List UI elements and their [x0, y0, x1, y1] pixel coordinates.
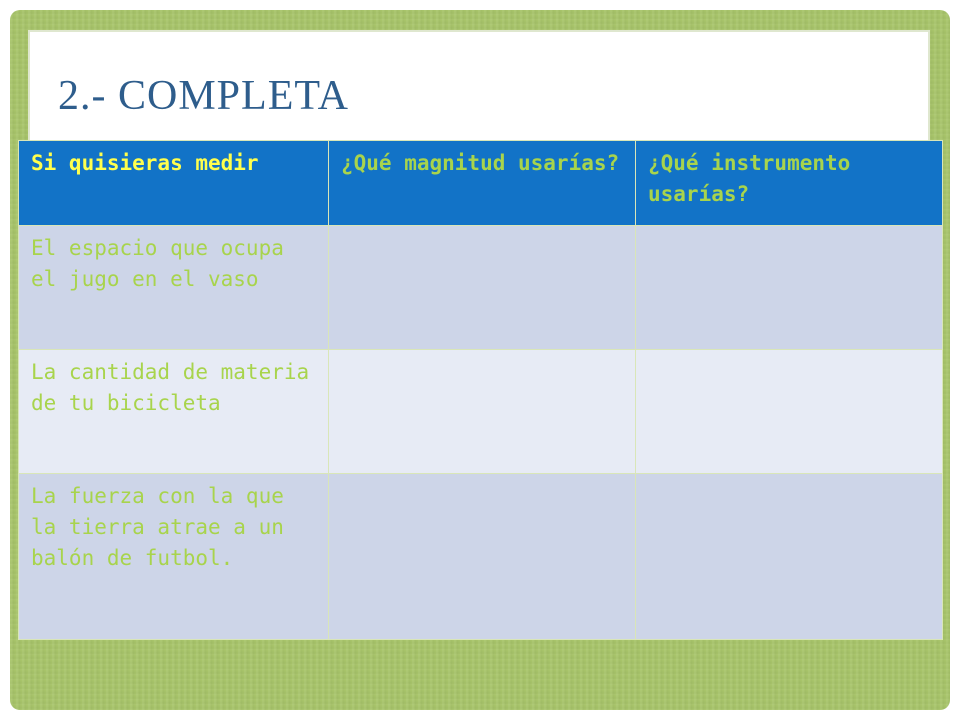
- measurement-table: [18, 140, 943, 640]
- cell-measure: La cantidad de materia de tu bicicleta: [19, 350, 329, 474]
- table-header-row: [19, 141, 943, 226]
- table-row: [19, 474, 943, 640]
- cell-magnitude[interactable]: [329, 474, 636, 640]
- header-cell-instrument: ¿Qué instrumento usarías?: [636, 141, 943, 226]
- cell-instrument[interactable]: [636, 226, 943, 350]
- cell-measure: La fuerza con la que la tierra atrae a un balón de futbol.: [19, 474, 329, 640]
- table-container: [18, 140, 942, 640]
- table-row: [19, 350, 943, 474]
- cell-magnitude[interactable]: [329, 350, 636, 474]
- header-cell-magnitude: ¿Qué magnitud usarías?: [329, 141, 636, 226]
- header-cell-measure: Si quisieras medir: [19, 141, 329, 226]
- slide-title: 2.- COMPLETA: [58, 73, 349, 119]
- cell-magnitude[interactable]: [329, 226, 636, 350]
- cell-instrument[interactable]: [636, 350, 943, 474]
- cell-instrument[interactable]: [636, 474, 943, 640]
- cell-measure: El espacio que ocupa el jugo en el vaso: [19, 226, 329, 350]
- table-row: [19, 226, 943, 350]
